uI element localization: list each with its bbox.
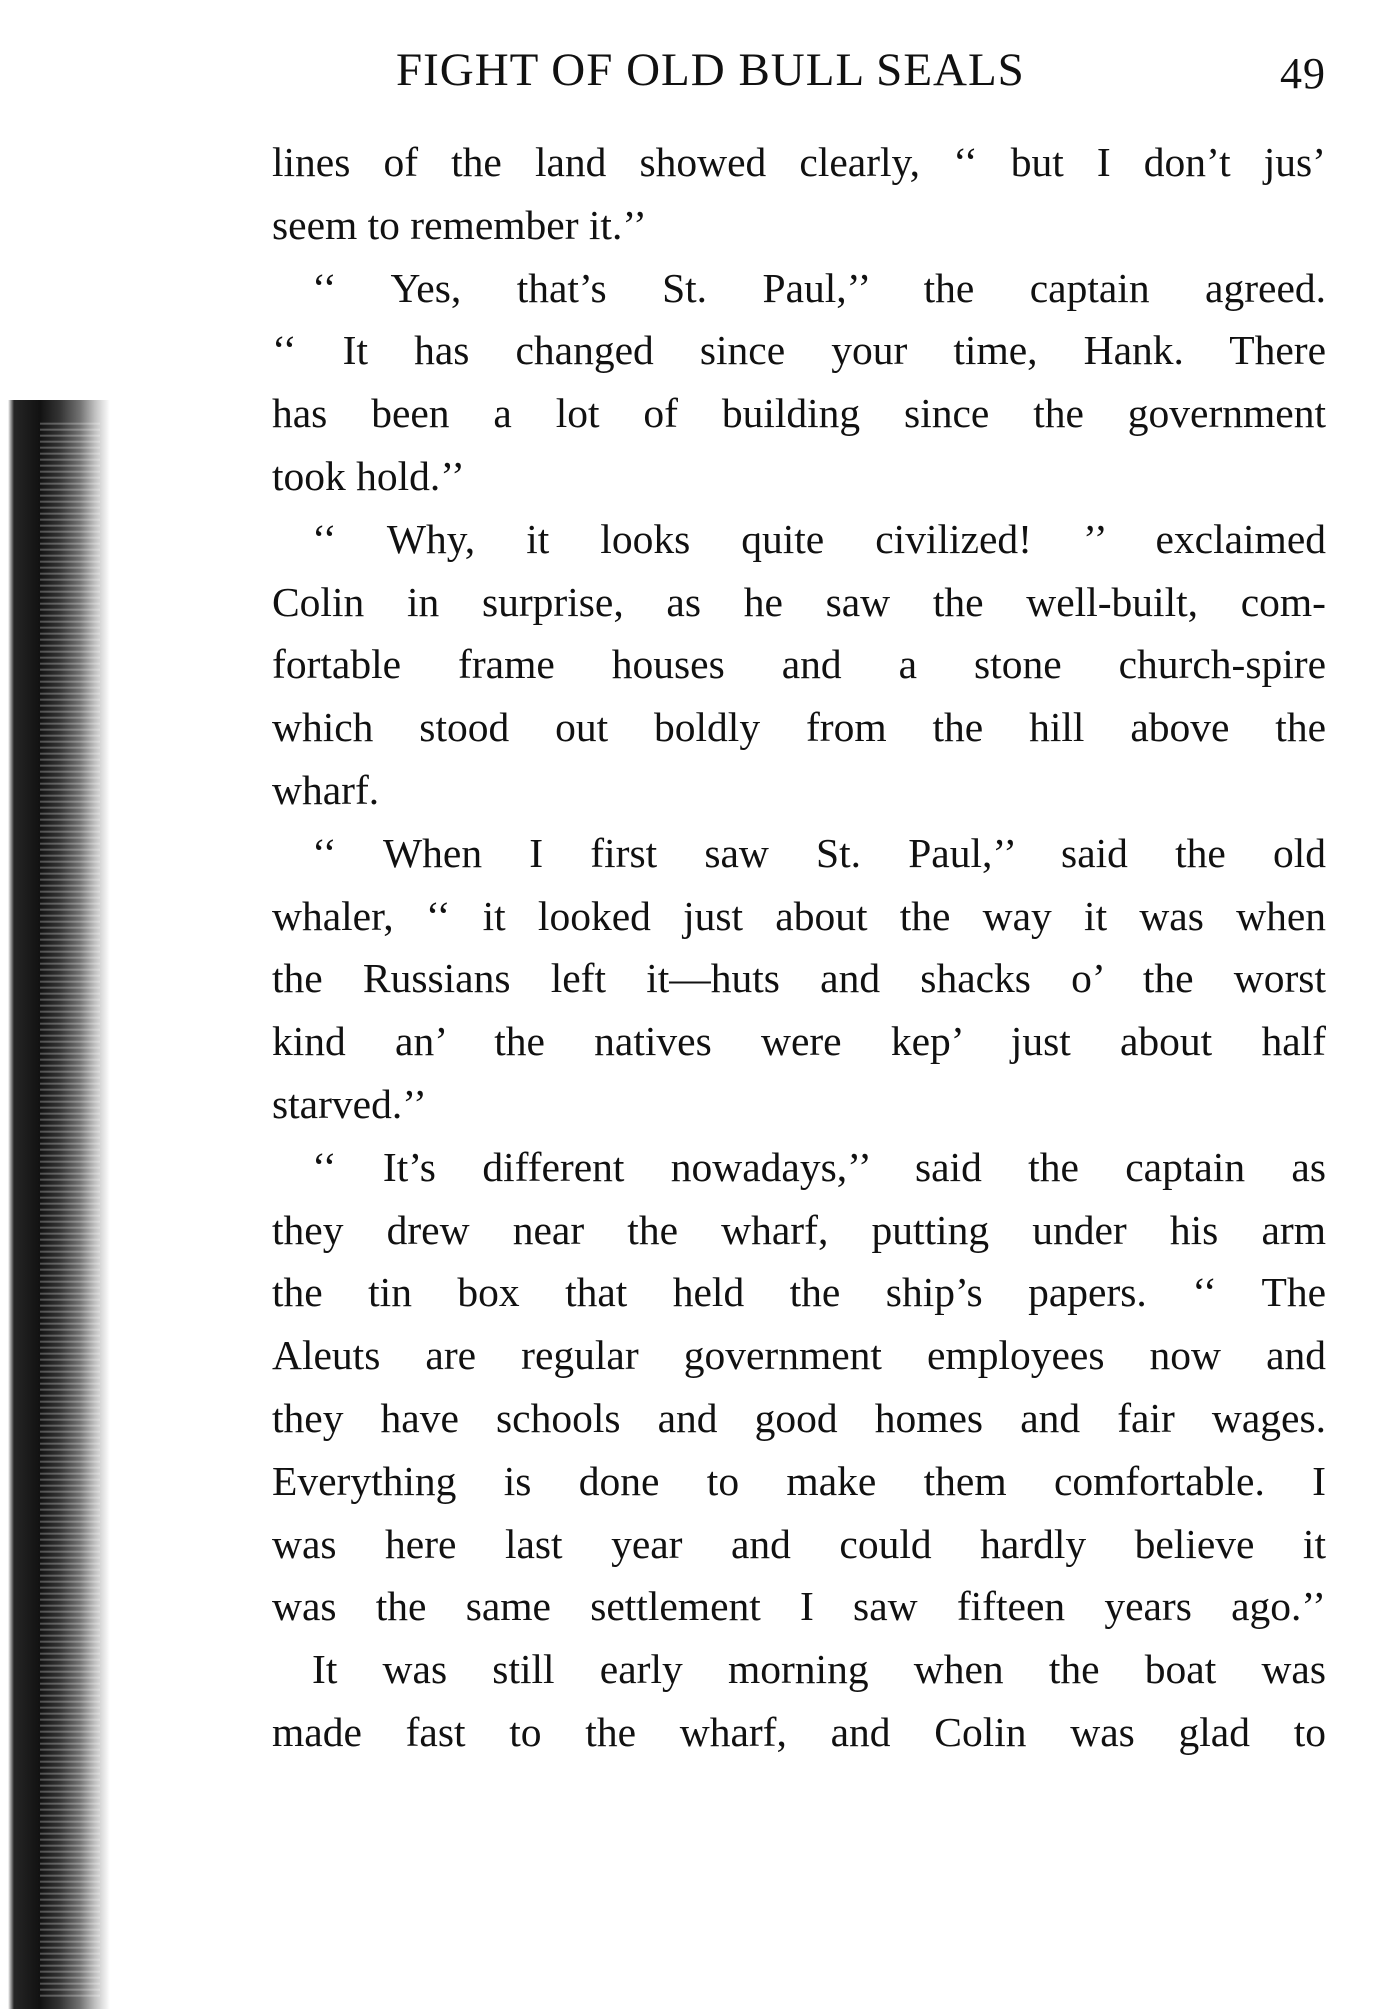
text-line: they drew near the wharf, putting under his arm: [272, 1206, 1326, 1253]
text-line: seem to remember it.’’: [272, 201, 647, 248]
running-title: FIGHT OF OLD BULL SEALS: [396, 44, 1025, 96]
body-text: [272, 131, 1326, 1764]
text-line: made fast to the wharf, and Colin was glad to: [272, 1708, 1326, 1755]
text-line: whaler, ‘‘ it looked just about the way it was when: [272, 892, 1326, 939]
page-number: 49: [1280, 49, 1326, 98]
text-line: It was still early morning when the boat was: [312, 1646, 1326, 1693]
text-line: Aleuts are regular government employees now and: [272, 1332, 1326, 1379]
text-line: which stood out boldly from the hill above the: [272, 704, 1326, 751]
text-line: the tin box that held the ship’s papers. ‘‘ The: [272, 1269, 1326, 1316]
text-line: ‘‘ It’s different nowadays,’’ said the captain as: [312, 1143, 1326, 1190]
text-line: lines of the land showed clearly, ‘‘ but I don’t jus’: [272, 139, 1326, 185]
text-line: kind an’ the natives were kep’ just about half: [272, 1018, 1326, 1065]
text-line: wharf.: [272, 766, 380, 813]
page-header: [396, 40, 1326, 100]
text-line: fortable frame houses and a stone church-spire: [272, 641, 1326, 688]
text-line: took hold.’’: [272, 452, 465, 499]
text-line: starved.’’: [272, 1080, 427, 1127]
text-line: has been a lot of building since the government: [272, 390, 1326, 437]
text-line: ‘‘ It has changed since your time, Hank. There: [272, 327, 1326, 374]
text-line: Colin in surprise, as he saw the well-built, com-: [272, 578, 1326, 625]
text-line: ‘‘ Why, it looks quite civilized! ’’ exclaimed: [312, 515, 1326, 562]
text-line: Everything is done to make them comfortable. I: [272, 1457, 1326, 1504]
text-line: the Russians left it—huts and shacks o’ the worst: [272, 955, 1326, 1002]
text-line: ‘‘ When I first saw St. Paul,’’ said the old: [312, 829, 1326, 876]
text-line: was here last year and could hardly believe it: [272, 1520, 1326, 1567]
text-line: was the same settlement I saw fifteen years ago.’’: [272, 1583, 1326, 1630]
binding-texture: [40, 420, 100, 2000]
text-line: ‘‘ Yes, that’s St. Paul,’’ the captain agreed.: [312, 264, 1326, 311]
text-line: they have schools and good homes and fair wages.: [272, 1394, 1326, 1441]
